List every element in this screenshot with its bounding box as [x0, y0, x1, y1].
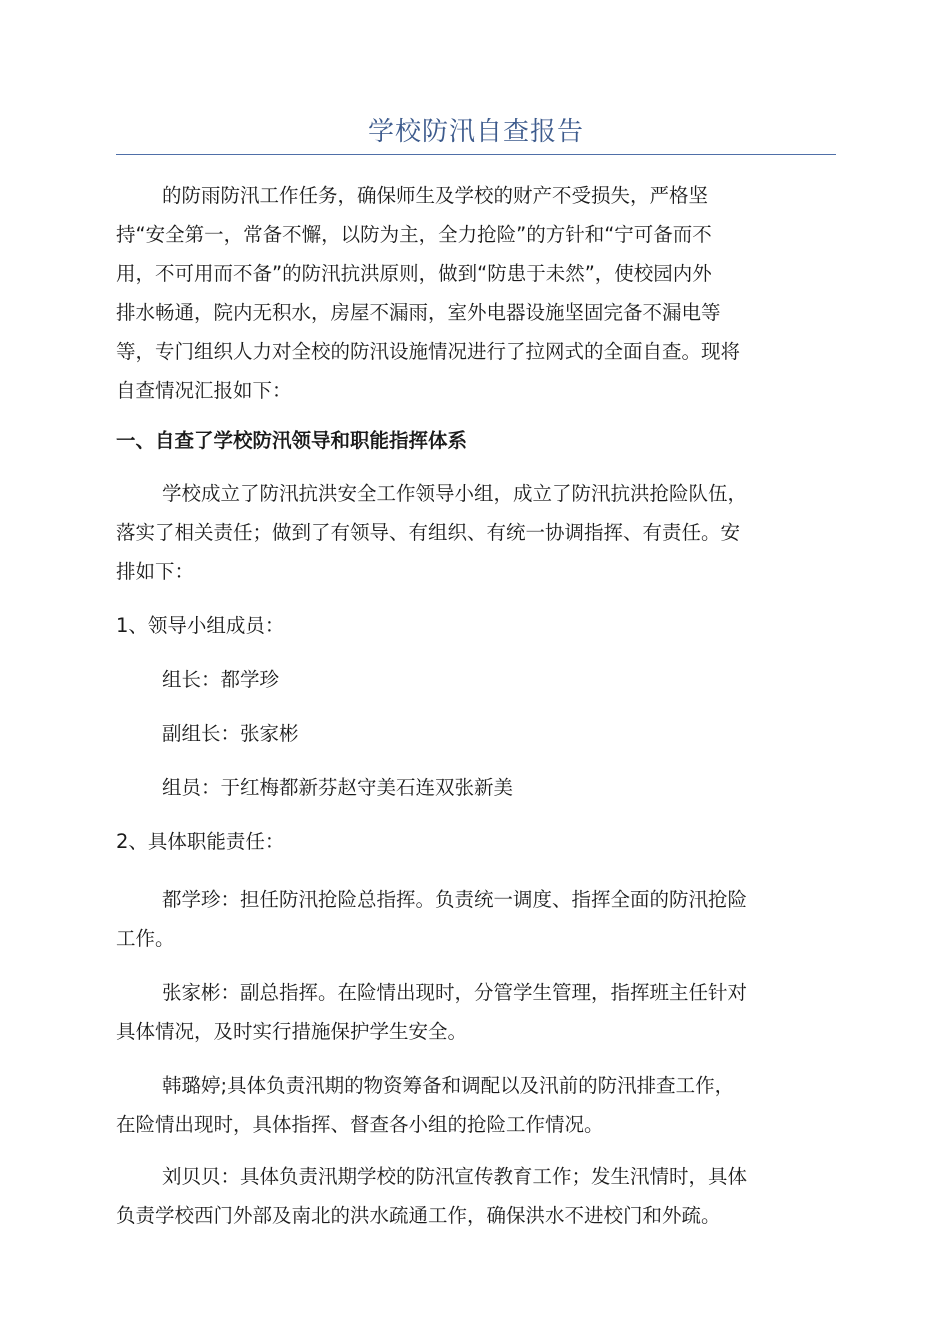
members-line: 组员：于红梅都新芬赵守美石连双张新美: [162, 776, 514, 799]
intro-line-6: 自查情况汇报如下：: [116, 379, 292, 402]
subsection-2-heading: 2、具体职能责任：: [116, 830, 285, 853]
title-underline: [116, 154, 836, 155]
duty-paragraph-1: [116, 880, 836, 958]
duty-paragraph-3: [116, 1066, 836, 1144]
intro-line-2: 持“安全第一，常备不懈，以防为主，全力抢险”的方针和“宁可备而不: [116, 223, 712, 246]
intro-paragraph: [116, 176, 836, 410]
section-1-line-2: 落实了相关责任；做到了有领导、有组织、有统一协调指挥、有责任。安: [116, 521, 741, 544]
leader-line: 组长：都学珍: [162, 668, 280, 691]
duty-4-line-2: 负责学校西门外部及南北的洪水疏通工作，确保洪水不进校门和外疏。: [116, 1204, 721, 1227]
section-1-line-1: 学校成立了防汛抗洪安全工作领导小组，成立了防汛抗洪抢险队伍，: [162, 482, 748, 505]
intro-line-5: 等，专门组织人力对全校的防汛设施情况进行了拉网式的全面自查。现将: [116, 340, 741, 363]
subsection-1-heading: 1、领导小组成员：: [116, 614, 285, 637]
duty-1-line-2: 工作。: [116, 927, 175, 950]
section-1-heading: 一、自查了学校防汛领导和职能指挥体系: [116, 429, 468, 452]
intro-line-3: 用，不可用而不备”的防汛抗洪原则，做到“防患于未然”，使校园内外: [116, 262, 712, 285]
duty-1-line-1: 都学珍：担任防汛抢险总指挥。负责统一调度、指挥全面的防汛抢险: [162, 888, 748, 911]
intro-line-1: 的防雨防汛工作任务，确保师生及学校的财产不受损失，严格坚: [162, 184, 709, 207]
duty-3-line-2: 在险情出现时，具体指挥、督查各小组的抢险工作情况。: [116, 1113, 604, 1136]
duty-3-line-1: 韩璐婷;具体负责汛期的物资筹备和调配以及汛前的防汛排查工作，: [162, 1074, 735, 1097]
section-1-line-3: 排如下：: [116, 560, 195, 583]
duty-4-line-1: 刘贝贝：具体负责汛期学校的防汛宣传教育工作；发生汛情时，具体: [162, 1165, 748, 1188]
document-title: 学校防汛自查报告: [367, 117, 584, 147]
duty-2-line-1: 张家彬：副总指挥。在险情出现时，分管学生管理，指挥班主任针对: [162, 981, 748, 1004]
duty-paragraph-2: [116, 973, 836, 1051]
vice-leader-line: 副组长：张家彬: [162, 722, 299, 745]
section-1-paragraph: [116, 474, 836, 591]
duty-2-line-2: 具体情况，及时实行措施保护学生安全。: [116, 1020, 468, 1043]
intro-line-4: 排水畅通，院内无积水，房屋不漏雨，室外电器设施坚固完备不漏电等: [116, 301, 721, 324]
duty-paragraph-4: [116, 1157, 836, 1235]
